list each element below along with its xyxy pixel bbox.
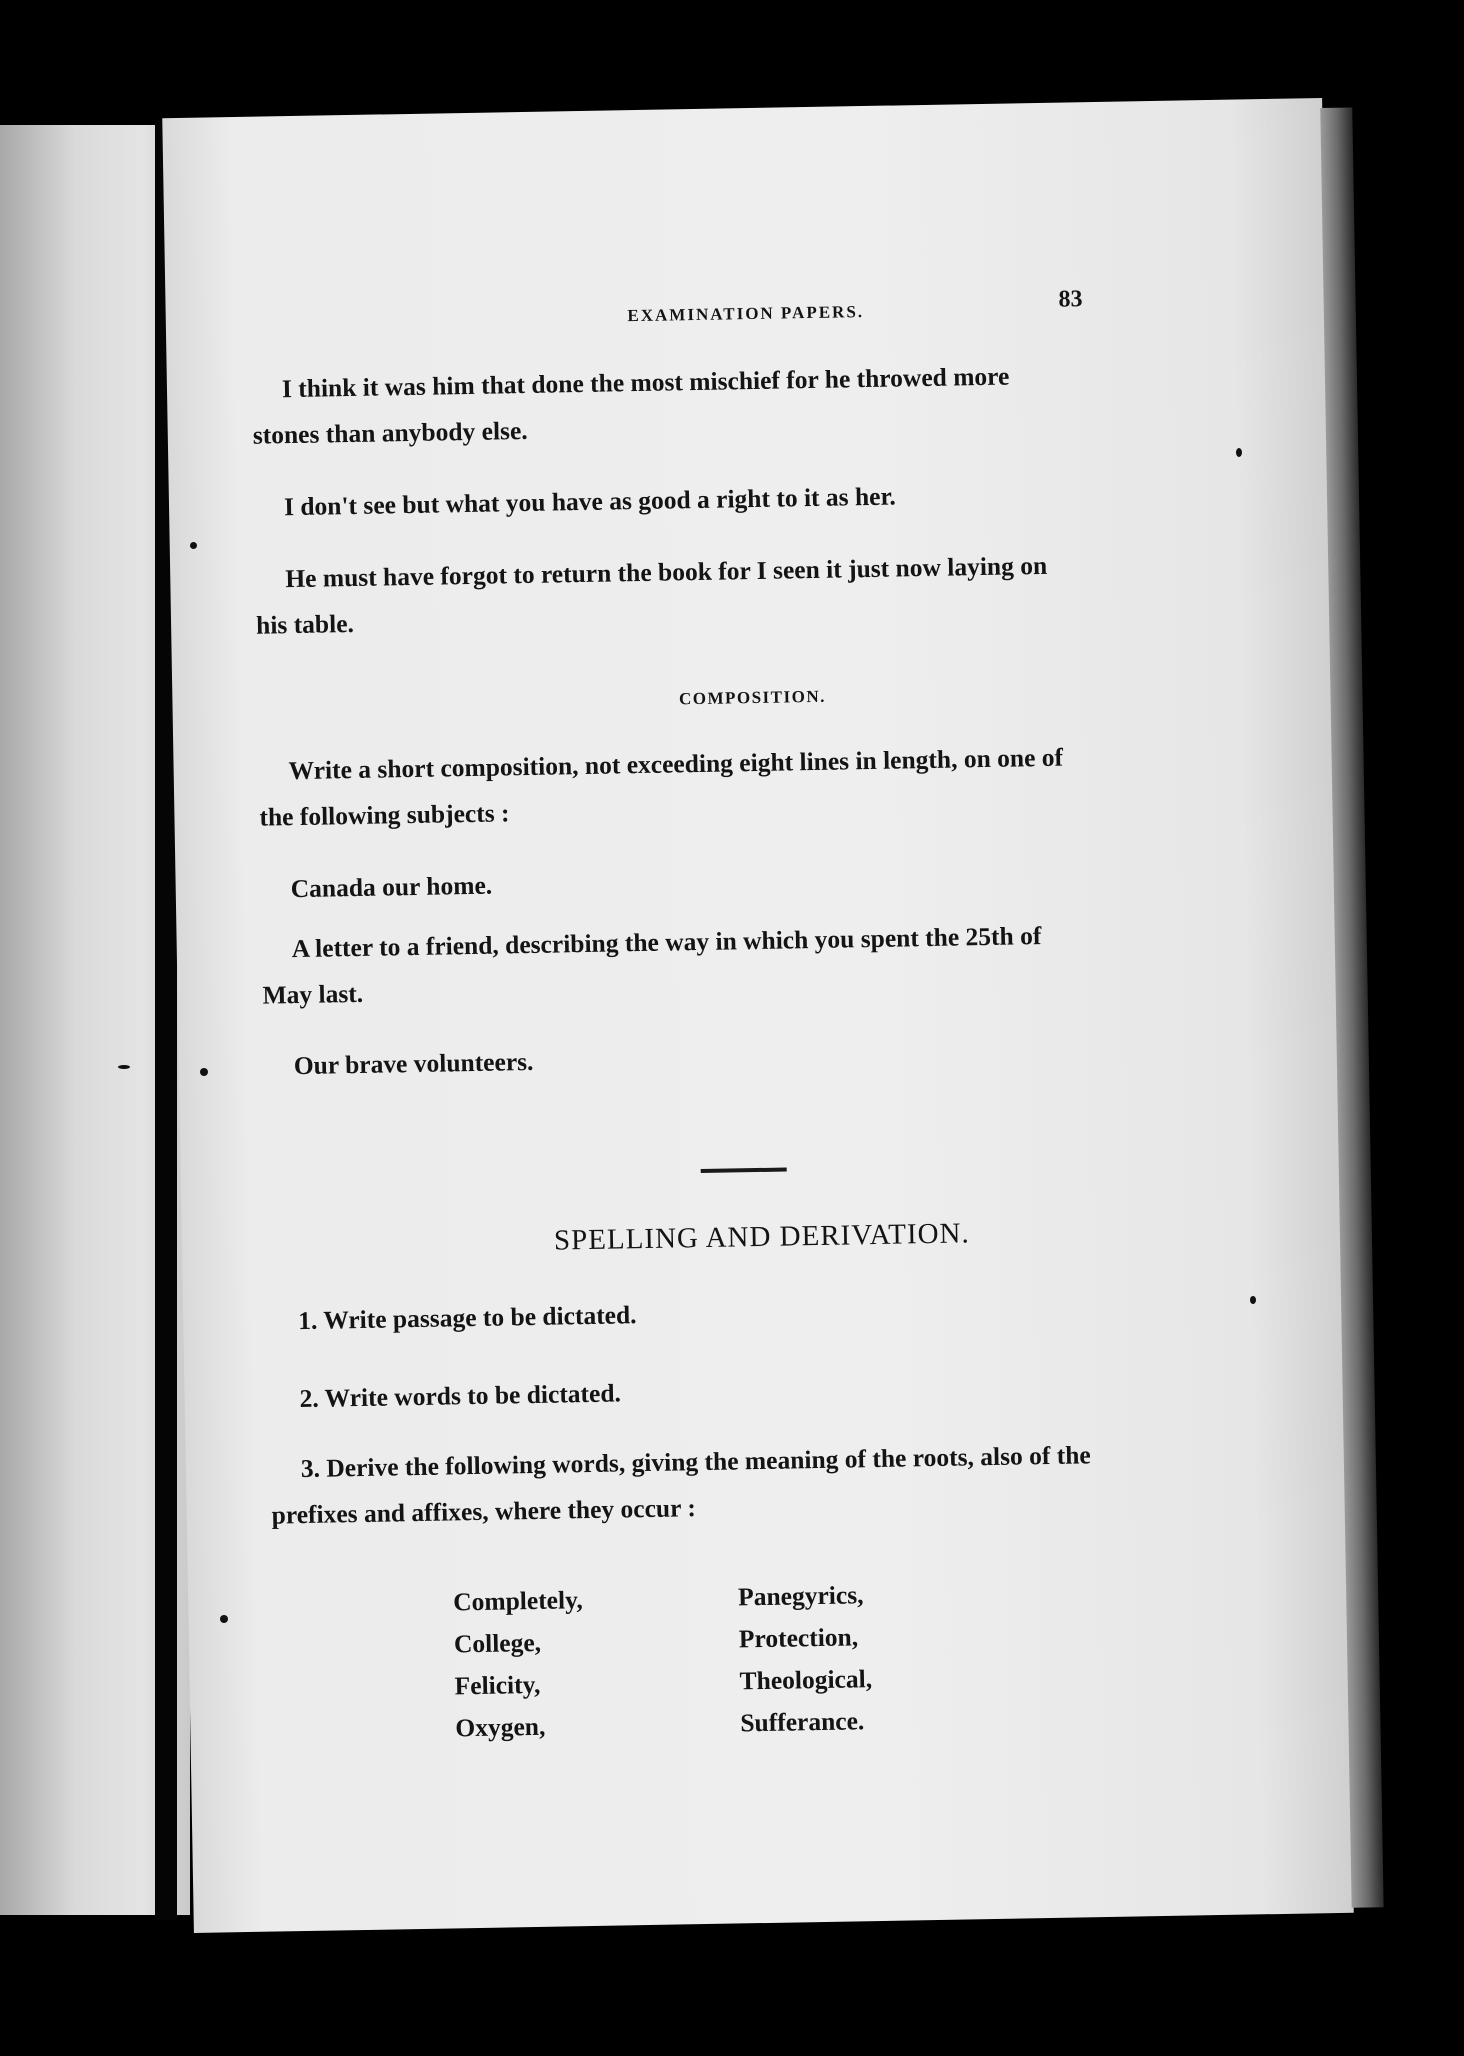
subject-1: Canada our home.: [290, 870, 493, 904]
question-1: [298, 1300, 637, 1336]
composition-instruction: Write a short composition, not exceeding eight lines in length, on one of the following subjects :: [259, 742, 1064, 832]
ink-speck: [1250, 1296, 1256, 1304]
word-list-left: [453, 1579, 586, 1749]
question-2: [299, 1378, 621, 1414]
question-2-number: 2.: [299, 1383, 319, 1414]
sentence-3: He must have forgot to return the book for I seen it just now laying on his table.: [255, 550, 1048, 640]
sentence-1: I think it was him that done the most mischief for he throwed more stones than anybody else.: [252, 361, 1010, 450]
ink-speck: [200, 1068, 208, 1076]
derivation-word: Felicity,: [454, 1669, 541, 1701]
subject-3: Our brave volunteers.: [293, 1046, 534, 1081]
question-3: [270, 1432, 1091, 1538]
running-title: EXAMINATION PAPERS.: [627, 302, 865, 326]
derivation-word: Theological,: [739, 1664, 873, 1696]
page-number: 83: [1058, 286, 1083, 313]
question-2-text: Write words to be dictated.: [324, 1378, 622, 1413]
sentence-2: I don't see but what you have as good a right to it as her.: [283, 481, 897, 522]
question-3-number: 3.: [300, 1453, 321, 1484]
page-content: [162, 98, 1353, 1933]
ink-speck: [118, 1065, 130, 1069]
question-3-text: Derive the following words, giving the meaning of the roots, also of the prefixes and affixes, where they occur :: [271, 1440, 1091, 1530]
derivation-word: College,: [453, 1627, 542, 1659]
book-page: [162, 98, 1353, 1933]
derivation-word: Panegyrics,: [737, 1580, 864, 1612]
ink-speck: [190, 542, 197, 549]
question-1-number: 1.: [298, 1305, 318, 1336]
subject-2: A letter to a friend, describing the way in which you spent the 25th of May last.: [262, 921, 1042, 1010]
derivation-word: Sufferance.: [740, 1706, 865, 1738]
derivation-word: Oxygen,: [455, 1711, 546, 1743]
ink-speck: [1236, 448, 1242, 457]
derivation-word: Completely,: [452, 1585, 584, 1617]
composition-heading: COMPOSITION.: [678, 686, 827, 709]
word-list-right: [738, 1574, 873, 1744]
question-1-text: Write passage to be dictated.: [323, 1300, 637, 1335]
derivation-word: Protection,: [738, 1622, 859, 1654]
section-divider: [701, 1168, 787, 1174]
ink-speck: [220, 1615, 228, 1623]
spelling-heading: SPELLING AND DERIVATION.: [553, 1217, 971, 1257]
